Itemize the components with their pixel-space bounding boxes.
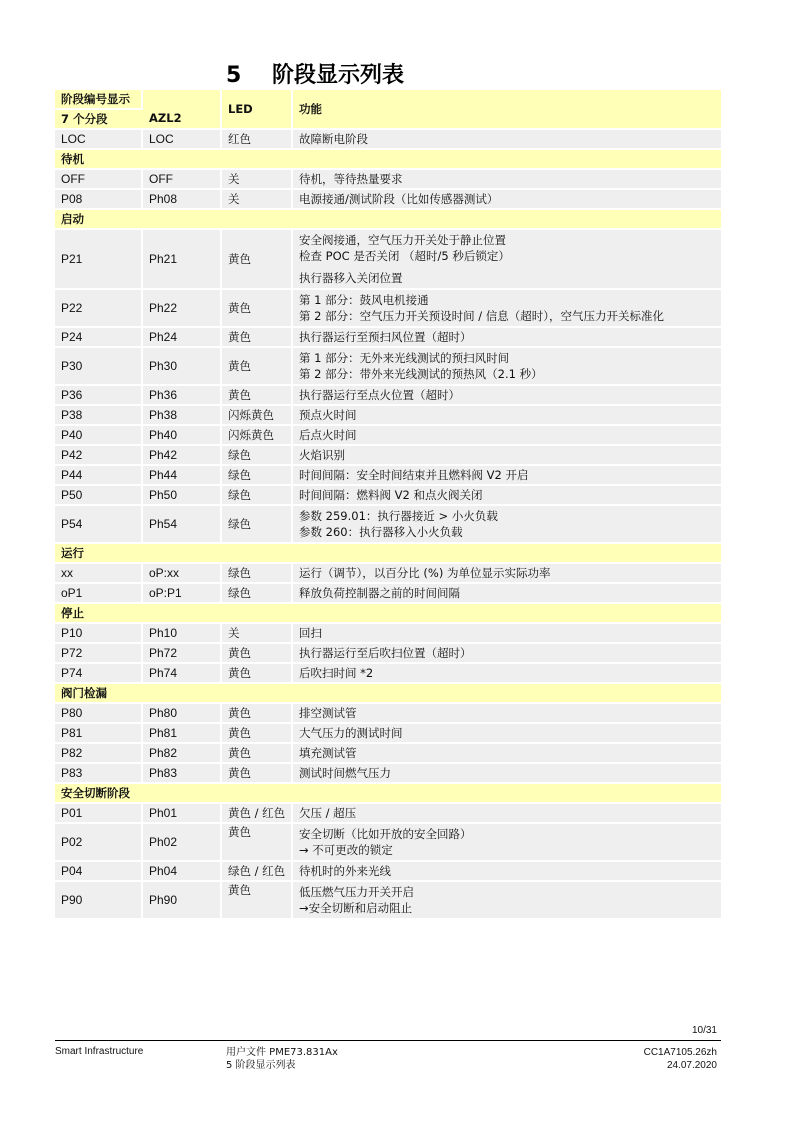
function-line: 低压燃气压力开关开启: [299, 885, 414, 899]
led-cell: 关: [222, 624, 293, 642]
function-line: 测试时间燃气压力: [299, 766, 391, 780]
phase-code-cell: P54: [55, 506, 143, 542]
function-line: 待机时的外来光线: [299, 864, 391, 878]
function-line: 第 1 部分：无外来光线测试的预扫风时间: [299, 351, 510, 365]
phase-code-cell: xx: [55, 564, 143, 582]
phase-code-cell: P08: [55, 190, 143, 208]
header-azl2: AZL2: [143, 90, 222, 128]
function-cell: [293, 862, 721, 880]
function-line: 待机，等待热量要求: [299, 172, 403, 186]
table-row: [55, 130, 721, 148]
azl2-code-cell: Ph44: [143, 466, 222, 484]
azl2-code-cell: Ph01: [143, 804, 222, 822]
function-cell: [293, 386, 721, 404]
function-cell: [293, 328, 721, 346]
function-line: 后点火时间: [299, 428, 357, 442]
azl2-code-cell: Ph82: [143, 744, 222, 762]
led-cell: 黄色: [222, 230, 293, 288]
led-cell: 绿色 / 红色: [222, 862, 293, 880]
function-cell: [293, 724, 721, 742]
function-line: 后吹扫时间 *2: [299, 666, 374, 680]
azl2-code-cell: Ph54: [143, 506, 222, 542]
led-cell: 黄色: [222, 704, 293, 722]
table-row: [55, 764, 721, 782]
table-row: [55, 466, 721, 484]
function-line: →安全切断和启动阻止: [299, 901, 413, 915]
function-cell: [293, 804, 721, 822]
led-cell: 关: [222, 170, 293, 188]
table-row: [55, 426, 721, 444]
phase-code-cell: oP1: [55, 584, 143, 602]
function-cell: [293, 290, 721, 326]
function-cell: [293, 704, 721, 722]
led-cell: 黄色: [222, 328, 293, 346]
footer-divider: [55, 1040, 721, 1041]
footer-document: [226, 1046, 338, 1072]
function-cell: [293, 764, 721, 782]
phase-code-cell: P40: [55, 426, 143, 444]
function-cell: [293, 130, 721, 148]
led-cell: 黄色: [222, 724, 293, 742]
azl2-code-cell: Ph24: [143, 328, 222, 346]
led-cell: 绿色: [222, 506, 293, 542]
azl2-code-cell: Ph40: [143, 426, 222, 444]
section-row: [55, 210, 721, 228]
function-cell: [293, 466, 721, 484]
function-line: 时间间隔：安全时间结束并且燃料阀 V2 开启: [299, 468, 529, 482]
section-row: [55, 544, 721, 562]
footer-doc-section: 5 阶段显示列表: [226, 1060, 296, 1071]
phase-code-cell: P82: [55, 744, 143, 762]
phase-code-cell: P01: [55, 804, 143, 822]
function-line: 运行（调节），以百分比 (%) 为单位显示实际功率: [299, 566, 551, 580]
section-title: 阶段显示列表: [272, 63, 405, 88]
function-cell: [293, 406, 721, 424]
section-label: 待机: [55, 150, 721, 168]
function-cell: [293, 824, 721, 860]
header-segments: 7 个分段: [55, 110, 143, 128]
azl2-code-cell: Ph72: [143, 644, 222, 662]
table-row: [55, 882, 721, 918]
function-line: 执行器运行至后吹扫位置（超时）: [299, 646, 472, 660]
function-line: 检查 POC 是否关闭 （超时/5 秒后锁定）: [299, 249, 510, 263]
function-line: 预点火时间: [299, 408, 357, 422]
header-phase-display: 阶段编号显示: [55, 90, 143, 108]
phase-code-cell: P21: [55, 230, 143, 288]
section-label: 安全切断阶段: [55, 784, 721, 802]
table-row: [55, 624, 721, 642]
table-row: [55, 170, 721, 188]
azl2-code-cell: Ph83: [143, 764, 222, 782]
table-row: [55, 506, 721, 542]
led-cell: 绿色: [222, 584, 293, 602]
azl2-code-cell: Ph30: [143, 348, 222, 384]
table-row: [55, 744, 721, 762]
footer-doc-name: 用户文件 PME73.831Ax: [226, 1047, 338, 1058]
function-line: 时间间隔：燃料阀 V2 和点火阀关闭: [299, 488, 483, 502]
azl2-code-cell: Ph38: [143, 406, 222, 424]
azl2-code-cell: Ph04: [143, 862, 222, 880]
phase-code-cell: P80: [55, 704, 143, 722]
table-header-row: [55, 90, 721, 108]
table-row: [55, 824, 721, 860]
table-row: [55, 386, 721, 404]
phase-code-cell: P02: [55, 824, 143, 860]
function-line: → 不可更改的锁定: [299, 843, 393, 857]
table-row: [55, 644, 721, 662]
function-line: 安全阀接通，空气压力开关处于静止位置: [299, 233, 506, 247]
led-cell: 绿色: [222, 446, 293, 464]
led-cell: 黄色: [222, 824, 293, 860]
led-cell: 黄色: [222, 764, 293, 782]
phase-code-cell: P30: [55, 348, 143, 384]
phase-code-cell: P90: [55, 882, 143, 918]
led-cell: 黄色: [222, 664, 293, 682]
table-row: [55, 862, 721, 880]
azl2-code-cell: Ph08: [143, 190, 222, 208]
function-line: 参数 259.01：执行器接近 > 小火负载: [299, 509, 498, 523]
function-cell: [293, 744, 721, 762]
table-row: [55, 190, 721, 208]
function-line: 参数 260：执行器移入小火负载: [299, 525, 463, 539]
led-cell: 黄色: [222, 744, 293, 762]
footer-doc-code: CC1A7105.26zh: [643, 1047, 717, 1058]
table-row: [55, 584, 721, 602]
section-row: [55, 784, 721, 802]
table-row: [55, 724, 721, 742]
led-cell: 黄色: [222, 348, 293, 384]
function-cell: [293, 348, 721, 384]
azl2-code-cell: Ph74: [143, 664, 222, 682]
function-cell: [293, 644, 721, 662]
phase-code-cell: P04: [55, 862, 143, 880]
phase-code-cell: P22: [55, 290, 143, 326]
page-title: [226, 58, 404, 88]
function-cell: [293, 624, 721, 642]
function-cell: [293, 230, 721, 288]
function-line: 安全切断（比如开放的安全回路）: [299, 827, 472, 841]
azl2-code-cell: Ph10: [143, 624, 222, 642]
function-line: 欠压 / 超压: [299, 806, 357, 820]
led-cell: 绿色: [222, 564, 293, 582]
phase-code-cell: OFF: [55, 170, 143, 188]
function-cell: [293, 446, 721, 464]
function-line: 回扫: [299, 626, 322, 640]
phase-code-cell: P36: [55, 386, 143, 404]
phase-code-cell: P72: [55, 644, 143, 662]
header-led: LED: [222, 90, 293, 128]
section-label: 运行: [55, 544, 721, 562]
led-cell: 黄色: [222, 882, 293, 918]
header-function: 功能: [293, 90, 721, 128]
function-cell: [293, 190, 721, 208]
led-cell: 黄色: [222, 386, 293, 404]
table-row: [55, 664, 721, 682]
phase-code-cell: LOC: [55, 130, 143, 148]
function-cell: [293, 882, 721, 918]
phase-code-cell: P50: [55, 486, 143, 504]
function-line: 释放负荷控制器之前的时间间隔: [299, 586, 460, 600]
footer-date: 24.07.2020: [666, 1060, 717, 1071]
led-cell: 黄色 / 红色: [222, 804, 293, 822]
azl2-code-cell: Ph02: [143, 824, 222, 860]
azl2-code-cell: oP:P1: [143, 584, 222, 602]
function-line: 第 2 部分：带外来光线测试的预热风（2.1 秒）: [299, 367, 543, 381]
azl2-code-cell: Ph22: [143, 290, 222, 326]
section-row: [55, 150, 721, 168]
led-cell: 黄色: [222, 290, 293, 326]
table-row: [55, 446, 721, 464]
function-line: 排空测试管: [299, 706, 357, 720]
phase-code-cell: P74: [55, 664, 143, 682]
table-row: [55, 406, 721, 424]
phase-code-cell: P81: [55, 724, 143, 742]
azl2-code-cell: Ph36: [143, 386, 222, 404]
section-label: 启动: [55, 210, 721, 228]
section-label: 阀门检漏: [55, 684, 721, 702]
table-row: [55, 230, 721, 288]
function-line: 执行器运行至预扫风位置（超时）: [299, 330, 472, 344]
function-line: 第 1 部分：鼓风电机接通: [299, 293, 429, 307]
function-cell: [293, 486, 721, 504]
azl2-code-cell: Ph90: [143, 882, 222, 918]
function-line: 电源接通/测试阶段（比如传感器测试）: [299, 192, 499, 206]
function-cell: [293, 584, 721, 602]
function-cell: [293, 506, 721, 542]
led-cell: 黄色: [222, 644, 293, 662]
function-line: 执行器移入关闭位置: [299, 271, 403, 285]
section-number: 5: [226, 63, 242, 88]
function-cell: [293, 426, 721, 444]
table-row: [55, 486, 721, 504]
function-line: 大气压力的测试时间: [299, 726, 403, 740]
azl2-code-cell: OFF: [143, 170, 222, 188]
azl2-code-cell: Ph21: [143, 230, 222, 288]
function-cell: [293, 564, 721, 582]
azl2-code-cell: oP:xx: [143, 564, 222, 582]
led-cell: 绿色: [222, 486, 293, 504]
table-row: [55, 328, 721, 346]
azl2-code-cell: LOC: [143, 130, 222, 148]
azl2-code-cell: Ph81: [143, 724, 222, 742]
function-cell: [293, 170, 721, 188]
azl2-code-cell: Ph80: [143, 704, 222, 722]
function-cell: [293, 664, 721, 682]
section-row: [55, 604, 721, 622]
phase-code-cell: P83: [55, 764, 143, 782]
function-line: 故障断电阶段: [299, 132, 368, 146]
table-row: [55, 704, 721, 722]
section-row: [55, 684, 721, 702]
azl2-code-cell: Ph50: [143, 486, 222, 504]
table-row: [55, 290, 721, 326]
led-cell: 闪烁黄色: [222, 406, 293, 424]
led-cell: 红色: [222, 130, 293, 148]
phase-code-cell: P38: [55, 406, 143, 424]
led-cell: 闪烁黄色: [222, 426, 293, 444]
phase-code-cell: P10: [55, 624, 143, 642]
phase-code-cell: P42: [55, 446, 143, 464]
azl2-code-cell: Ph42: [143, 446, 222, 464]
function-line: 执行器运行至点火位置（超时）: [299, 388, 460, 402]
phase-table: [55, 88, 721, 920]
section-label: 停止: [55, 604, 721, 622]
phase-code-cell: P44: [55, 466, 143, 484]
function-line: 第 2 部分：空气压力开关预设时间 / 信息（超时），空气压力开关标准化: [299, 309, 665, 323]
function-line: 火焰识别: [299, 448, 345, 462]
footer-company: Smart Infrastructure: [55, 1046, 144, 1057]
phase-code-cell: P24: [55, 328, 143, 346]
table-row: [55, 564, 721, 582]
page-number: 10/31: [691, 1025, 717, 1036]
footer-reference: [644, 1046, 717, 1072]
function-line: 填充测试管: [299, 746, 357, 760]
led-cell: 绿色: [222, 466, 293, 484]
table-row: [55, 348, 721, 384]
led-cell: 关: [222, 190, 293, 208]
table-row: [55, 804, 721, 822]
